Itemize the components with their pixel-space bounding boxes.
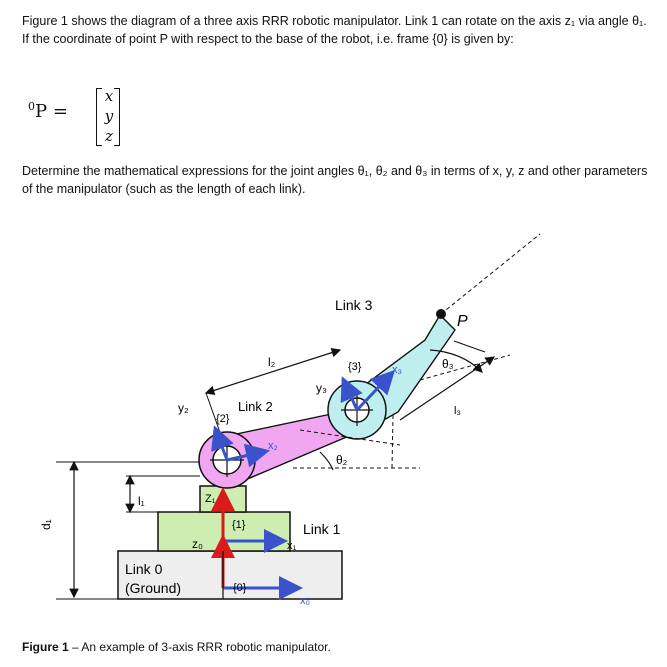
label-frame0: {0} (233, 582, 247, 594)
problem-paragraph-2: Determine the mathematical expressions for the joint angles θ₁, θ₂ and θ₃ in terms of x, y, z and other parameters of the manipulator (such as the length of each link). (22, 164, 648, 196)
equation-lhs: $^0$P = (28, 100, 68, 122)
vector-x: x (104, 87, 114, 105)
label-x0: x₀ (300, 595, 311, 607)
vector-z: z (105, 127, 113, 145)
label-ground: (Ground) (125, 580, 182, 596)
label-l2: l₂ (268, 355, 276, 369)
label-x3: x₃ (392, 364, 402, 376)
label-z0: z₀ (192, 537, 203, 551)
label-frame1: {1} (232, 519, 246, 531)
label-frame2: {2} (216, 413, 230, 425)
problem-paragraph-1: Figure 1 shows the diagram of a three axis RRR robotic manipulator. Link 1 can rotate on the axis z₁ via angle θ₁. If the coordinate of point P with respect to the base of the robot, i.e. frame {0} is given by: (22, 14, 647, 46)
label-l1: l₁ (138, 494, 145, 508)
label-theta3: θ₃ (442, 357, 454, 371)
theta2-arc (320, 452, 333, 470)
label-link0: Link 0 (125, 561, 163, 577)
label-y2: y₂ (178, 401, 189, 415)
label-l3: l₃ (454, 405, 461, 417)
label-z1: Z₁ (205, 493, 216, 505)
label-link1: Link 1 (303, 521, 341, 537)
label-x2: x₂ (268, 440, 278, 452)
label-frame3: {3} (348, 361, 362, 373)
label-theta2: θ₂ (336, 453, 348, 467)
figure-caption: Figure 1 – An example of 3-axis RRR robotic manipulator. (22, 640, 331, 654)
label-y3: y₃ (316, 381, 327, 395)
label-d1: d₁ (39, 519, 53, 530)
label-link2: Link 2 (238, 399, 273, 414)
label-P: P (457, 313, 468, 330)
vector-y: y (104, 107, 114, 125)
label-link3: Link 3 (335, 297, 373, 313)
label-x1: x₁ (287, 540, 297, 552)
